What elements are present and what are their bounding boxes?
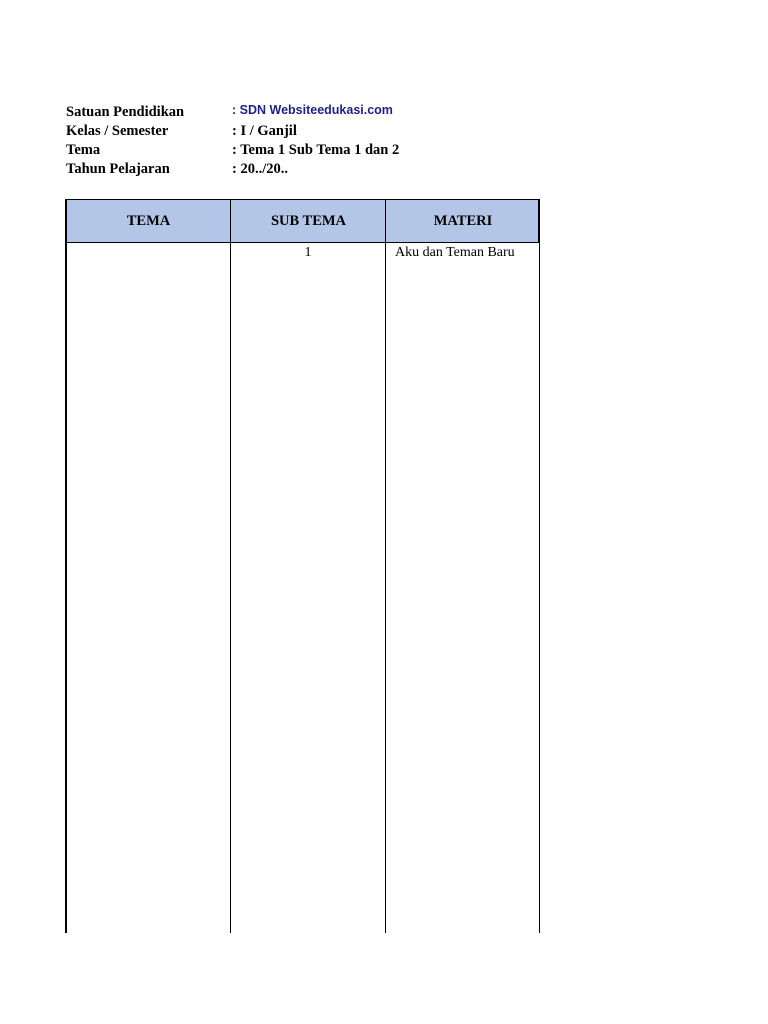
table-border-right xyxy=(539,199,540,933)
materi-table xyxy=(65,199,540,933)
info-value: : SDN Websiteedukasi.com xyxy=(232,103,393,117)
cell-sub-tema: 1 xyxy=(304,245,312,260)
info-value: : 20../20.. xyxy=(232,161,288,177)
header-tema: TEMA xyxy=(126,213,171,229)
table-border-left xyxy=(65,199,67,933)
info-value: : Tema 1 Sub Tema 1 dan 2 xyxy=(232,142,400,158)
table-divider-1 xyxy=(230,199,231,933)
info-label: Tema xyxy=(66,142,101,158)
info-label: Satuan Pendidikan xyxy=(66,104,185,120)
cell-materi: Aku dan Teman Baru xyxy=(395,245,515,260)
info-value: : I / Ganjil xyxy=(232,123,297,139)
header-materi: MATERI xyxy=(433,213,493,229)
info-label: Tahun Pelajaran xyxy=(66,161,170,177)
table-divider-2 xyxy=(385,199,386,933)
table-header-row xyxy=(65,199,539,243)
header-sub-tema: SUB TEMA xyxy=(270,213,347,229)
info-label: Kelas / Semester xyxy=(66,123,169,139)
